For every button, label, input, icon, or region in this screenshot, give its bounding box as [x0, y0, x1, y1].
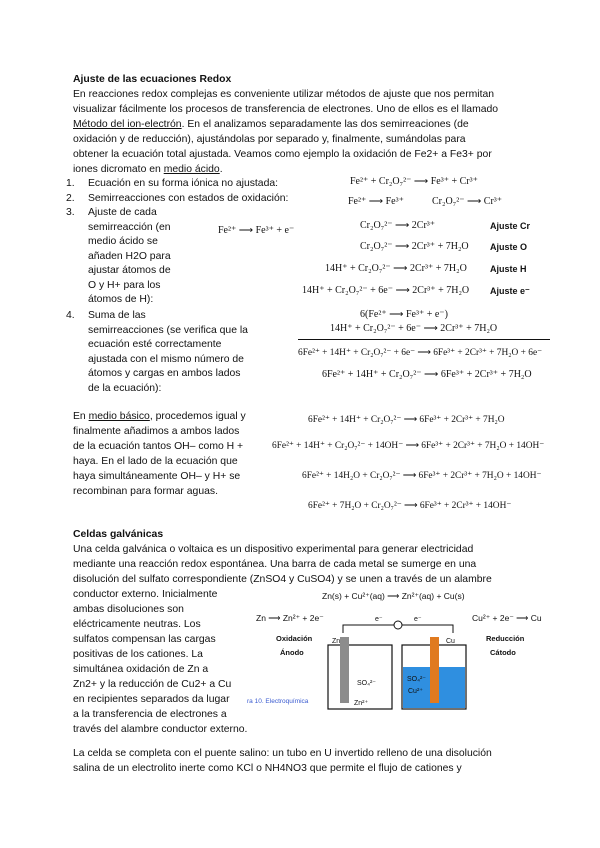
redox-intro-3: Método del ion-electrón. En el analizamos separadamente las dos semirreaciones (de: [73, 119, 469, 130]
sum-divider: [298, 339, 550, 340]
zinc-ion-label: Zn²⁺: [354, 700, 369, 707]
basic-line-4: haya. En el lado de la ecuación que: [73, 456, 238, 467]
step-1: 1. Ecuación en su forma iónica no ajustada:: [66, 178, 279, 189]
eq-half-cr: Cr₂O₇²⁻ ⟶ Cr³⁺: [432, 196, 503, 207]
galvanic-side-10: través del alambre conductor externo.: [73, 724, 248, 735]
eq-half-fe: Fe²⁺ ⟶ Fe³⁺: [348, 196, 404, 207]
galvanic-final-2: salina de un electrolito inerte como KCl o NH4NO3 que permite el flujo de cationes y: [73, 763, 462, 774]
basic-line-5: haya simultáneamente OH– y H+ se: [73, 471, 241, 482]
basic-line-1: En medio básico, procedemos igual y: [73, 411, 246, 422]
eq-basic-1: 6Fe²⁺ + 14H⁺ + Cr₂O₇²⁻ ⟶ 6Fe³⁺ + 2Cr³⁺ + 7H₂O: [308, 415, 505, 425]
ion-electron-link[interactable]: Método del ion-electrón: [73, 119, 182, 130]
galvanic-side-1: conductor externo. Inicialmente: [73, 589, 218, 600]
sulfate-right-label: SO₄²⁻: [407, 676, 426, 683]
electron-label-right: e⁻: [414, 616, 422, 623]
galvanic-line-3: disolución del sulfato correspondiente (ZnSO4 y CuSO4) y se unen a través de un alambre: [73, 574, 492, 585]
basic-line-3: de la ecuación tantos OH– como H +: [73, 441, 244, 452]
galvanic-side-7: Zn2+ y la reducción de Cu2+ a Cu: [73, 679, 232, 690]
label-ajuste-cr: Ajuste Cr: [490, 221, 531, 231]
step-4: 4. Suma de las semirreacciones (se verifica que la ecuación esté correctamente ajustada con el mismo número de átomos y cargas en ambos lados de la ecuación):: [66, 310, 248, 394]
electron-label-left: e⁻: [375, 616, 383, 623]
redox-intro-2: visualizar fácilmente los procesos de transferencia de electrones. Uno de ellos es el llamado: [73, 104, 499, 115]
eq-sum-total-cancel: 6Fe²⁺ + 14H⁺ + Cr₂O₇²⁻ + 6e⁻ ⟶ 6Fe³⁺ + 2Cr³⁺ + 7H₂O + 6e⁻: [298, 348, 543, 358]
step-2: 2. Semirreacciones con estados de oxidación:: [66, 193, 289, 204]
eq-basic-2: 6Fe²⁺ + 14H⁺ + Cr₂O₇²⁻ + 14OH⁻ ⟶ 6Fe³⁺ + 2Cr³⁺ + 7H₂O + 14OH⁻: [272, 441, 545, 451]
eq-sum-fe: 6(Fe²⁺ ⟶ Fe³⁺ + e⁻): [360, 309, 448, 320]
label-anodo: Ánodo: [280, 648, 304, 657]
label-catodo: Cátodo: [490, 648, 516, 657]
cell-top-equation: Zn(s) + Cu²⁺(aq) ⟶ Zn²⁺(aq) + Cu(s): [322, 591, 465, 601]
redox-intro-5: obtener la ecuación total ajustada. Veamos como ejemplo la oxidación de Fe2+ a Fe3+ por: [73, 149, 492, 160]
eq-adjust-cr: Cr₂O₇²⁻ ⟶ 2Cr³⁺: [360, 220, 436, 231]
copper-electrode: [430, 637, 439, 703]
eq-adjust-o: Cr₂O₇²⁻ ⟶ 2Cr³⁺ + 7H₂O: [360, 241, 469, 252]
label-ajuste-o: Ajuste O: [490, 242, 528, 252]
label-oxidacion: Oxidación: [276, 634, 313, 643]
eq-adjust-e: 14H⁺ + Cr₂O₇²⁻ + 6e⁻ ⟶ 2Cr³⁺ + 7H₂O: [302, 285, 470, 296]
galvanic-side-6: simultánea oxidación de Zn a: [73, 664, 209, 675]
basic-line-6: recombinan para formar aguas.: [73, 486, 218, 497]
copper-label: Cu: [446, 638, 455, 645]
eq-basic-3: 6Fe²⁺ + 14H₂O + Cr₂O₇²⁻ ⟶ 6Fe³⁺ + 2Cr³⁺ + 7H₂O + 14OH⁻: [302, 471, 542, 481]
redox-intro-4: oxidación y de reducción), ajustándolas por separado y, finalmente, sumándolas para: [73, 134, 466, 145]
galvanic-side-2: ambas disoluciones son: [73, 604, 184, 615]
step-3: 3. Ajuste de cada semirreacción (en medio ácido se añaden H2O para ajustar átomos de O y H+ para los átomos de H):: [66, 207, 171, 305]
copper-ion-label: Cu²⁺: [408, 688, 423, 695]
galvanic-side-8: en recipientes separados da lugar: [73, 694, 230, 705]
medio-acido-link[interactable]: medio ácido: [163, 164, 220, 175]
eq-fe-oxidation: Fe²⁺ ⟶ Fe³⁺ + e⁻: [218, 225, 295, 236]
figure-caption: ra 10. Electroquímica: [247, 698, 309, 705]
cell-right-equation: Cu²⁺ + 2e⁻ ⟶ Cu: [472, 613, 542, 623]
label-ajuste-h: Ajuste H: [490, 264, 527, 274]
medio-basico-link[interactable]: medio básico: [88, 411, 150, 422]
sulfate-left-label: SO₄²⁻: [357, 680, 376, 687]
zinc-label: Zn: [332, 638, 341, 645]
zinc-electrode: [340, 637, 349, 703]
eq-sum-cr: 14H⁺ + Cr₂O₇²⁻ + 6e⁻ ⟶ 2Cr³⁺ + 7H₂O: [330, 323, 498, 334]
eq-adjust-h: 14H⁺ + Cr₂O₇²⁻ ⟶ 2Cr³⁺ + 7H₂O: [325, 263, 467, 274]
cell-left-equation: Zn ⟶ Zn²⁺ + 2e⁻: [256, 613, 324, 623]
galvanic-cell-diagram: [250, 585, 550, 715]
redox-intro-6: iones dicromato en medio ácido.: [73, 164, 223, 175]
label-ajuste-e: Ajuste e⁻: [490, 286, 530, 296]
galvanic-side-4: sulfatos compensan las cargas: [73, 634, 216, 645]
label-reduccion: Reducción: [486, 634, 525, 643]
eq-unbalanced: Fe²⁺ + Cr₂O₇²⁻ ⟶ Fe³⁺ + Cr³⁺: [350, 176, 478, 187]
galvanic-side-5: positivas de los cationes. La: [73, 649, 203, 660]
basic-line-2: finalmente añadimos a ambos lados: [73, 426, 240, 437]
galvanic-side-3: eléctricamente neutras. Los: [73, 619, 201, 630]
redox-title: Ajuste de las ecuaciones Redox: [73, 74, 232, 85]
redox-intro-1: En reacciones redox complejas es conveniente utilizar métodos de ajuste que nos permitan: [73, 89, 495, 100]
galvanic-line-2: mediante una reacción redox espontánea. Una barra de cada metal se sumerge en una: [73, 559, 477, 570]
galvanic-final-1: La celda se completa con el puente salino: un tubo en U invertido relleno de una disolución: [73, 748, 492, 759]
eq-sum-total: 6Fe²⁺ + 14H⁺ + Cr₂O₇²⁻ ⟶ 6Fe³⁺ + 2Cr³⁺ + 7H₂O: [322, 369, 532, 380]
voltmeter-icon: [394, 621, 402, 629]
galvanic-line-1: Una celda galvánica o voltaica es un dispositivo experimental para generar electricidad: [73, 544, 474, 555]
eq-basic-4: 6Fe²⁺ + 7H₂O + Cr₂O₇²⁻ ⟶ 6Fe³⁺ + 2Cr³⁺ + 14OH⁻: [308, 501, 512, 511]
galvanic-title: Celdas galvánicas: [73, 529, 164, 540]
galvanic-side-9: a la transferencia de electrones a: [73, 709, 227, 720]
